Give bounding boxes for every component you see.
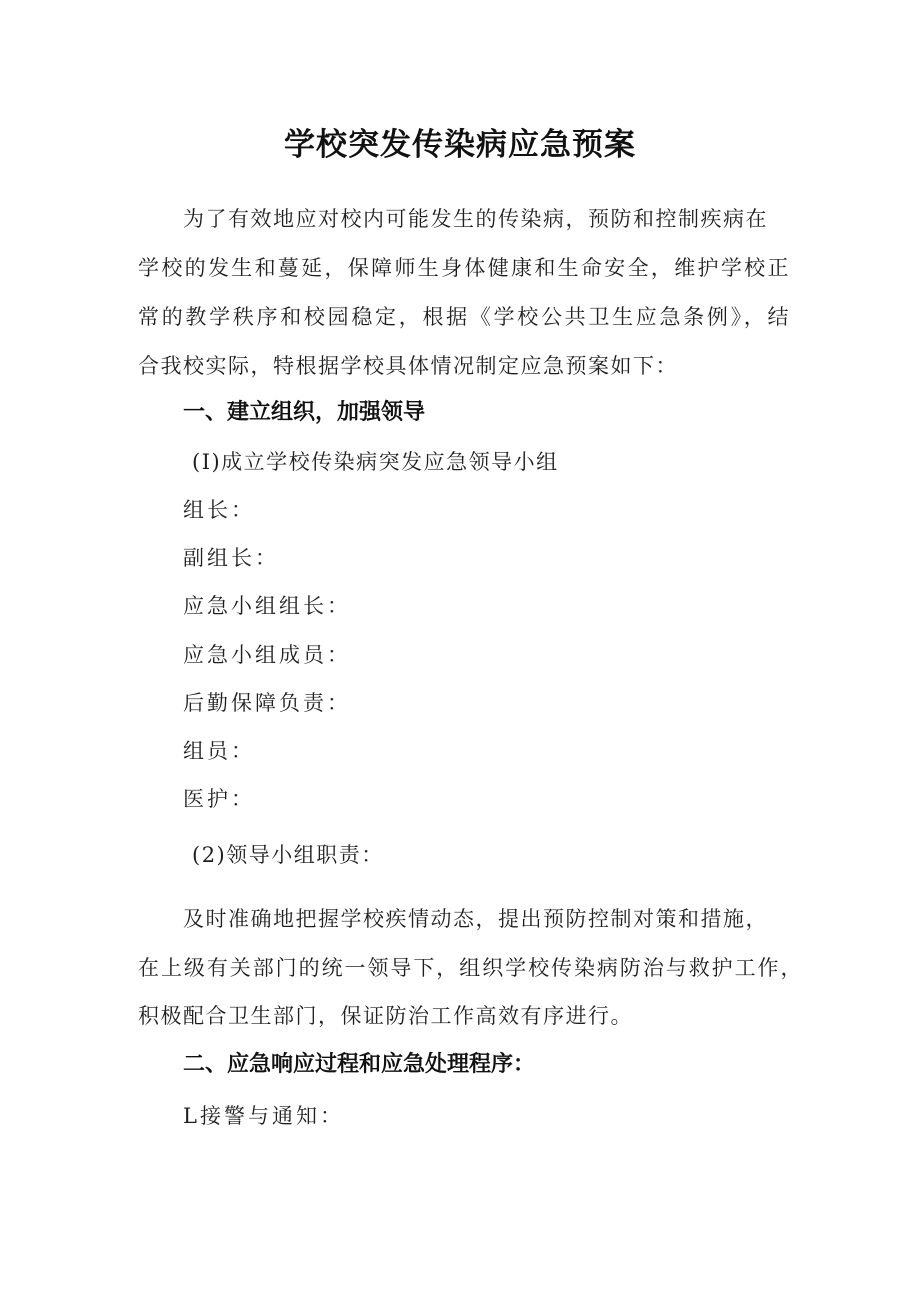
role-medical: 医护： xyxy=(183,787,255,811)
section-2-item-1: L接警与通知： xyxy=(183,1104,344,1128)
role-emergency-team-leader: 应急小组组长： xyxy=(183,594,351,618)
section-2-heading: 二、应急响应过程和应急处理程序： xyxy=(183,1052,536,1077)
intro-line-4: 合我校实际，特根据学校具体情况制定应急预案如下： xyxy=(138,354,678,378)
duty-line-1: 及时准确地把握学校疾情动态，提出预防控制对策和措施， xyxy=(183,907,768,931)
section-1-item-1: (I)成立学校传染病突发应急领导小组 xyxy=(192,450,559,474)
intro-line-2: 学校的发生和蔓延，保障师生身体健康和生命安全，维护学校正 xyxy=(138,256,790,280)
role-emergency-team-members: 应急小组成员： xyxy=(183,643,351,667)
section-1-heading: 一、建立组织，加强领导 xyxy=(183,400,426,425)
intro-line-1: 为了有效地应对校内可能发生的传染病，预防和控制疾病在 xyxy=(183,207,768,231)
intro-line-3: 常的教学秩序和校园稳定，根据《学校公共卫生应急条例》，结 xyxy=(138,305,790,329)
role-deputy-leader: 副组长： xyxy=(183,546,279,570)
document-title: 学校突发传染病应急预案 xyxy=(284,127,636,163)
section-1-item-2: (2)领导小组职责： xyxy=(192,843,384,867)
duty-line-3: 积极配合卫生部门，保证防治工作高效有序进行。 xyxy=(138,1004,633,1028)
role-members: 组员： xyxy=(183,739,255,763)
role-logistics: 后勤保障负责： xyxy=(183,691,351,715)
duty-line-2: 在上级有关部门的统一领导下，组织学校传染病防治与救护工作， xyxy=(138,956,802,980)
role-group-leader: 组长： xyxy=(183,498,255,522)
